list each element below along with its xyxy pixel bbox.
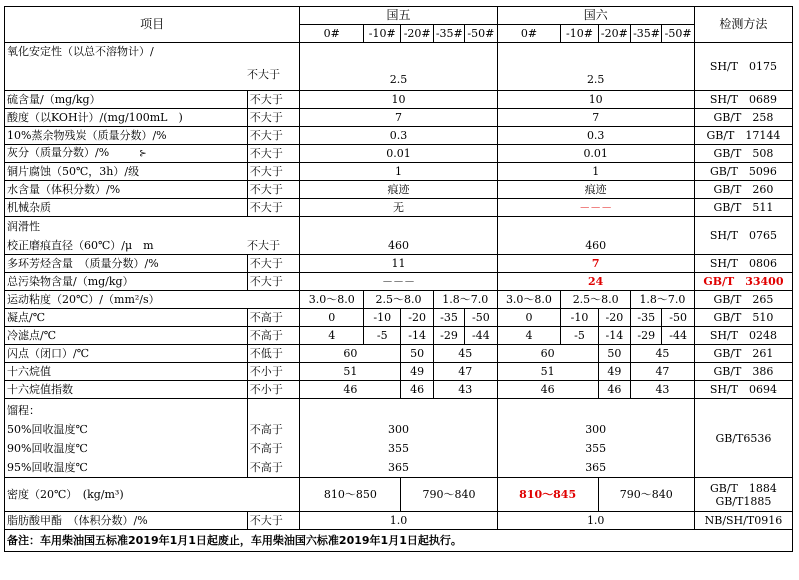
method: GB/T 511 xyxy=(694,199,792,217)
value-guo5: 46 xyxy=(401,381,433,399)
row-limit: 不大于 xyxy=(247,91,300,109)
value-guo6: 460 xyxy=(497,217,694,255)
row-limit: 不高于 xyxy=(247,309,300,327)
method: GB/T 5096 xyxy=(694,163,792,181)
value-guo5: 4 xyxy=(300,327,364,345)
method: GB/T 17144 xyxy=(694,127,792,145)
value-guo6: -14 xyxy=(598,327,630,345)
row-name-carbon-residue: 10%蒸余物残炭（质量分数）/% xyxy=(5,127,248,145)
value-guo6: 49 xyxy=(598,363,630,381)
value-guo5: -44 xyxy=(465,327,497,345)
row-oxidation xyxy=(5,43,300,91)
value-guo5: -5 xyxy=(364,327,401,345)
row-name-fame: 脂肪酸甲酯 （体积分数）/% xyxy=(5,512,248,530)
values-guo5 xyxy=(300,399,497,478)
row-name: 50%回收温度℃ xyxy=(7,423,88,436)
value-guo6: 3.0～8.0 xyxy=(497,291,561,309)
value-guo5: -10 xyxy=(364,309,401,327)
row-name-lubricity: 校正磨痕直径（60℃）/μ m xyxy=(7,238,154,252)
value-guo6: 1.8～7.0 xyxy=(631,291,695,309)
value-guo6: 7 xyxy=(497,255,694,273)
row-limit: 不大于 xyxy=(247,238,280,252)
value-guo6: 1.0 xyxy=(497,512,694,530)
value-guo5: 47 xyxy=(433,363,497,381)
value-guo5: 7 xyxy=(300,109,497,127)
header-item: 项目 xyxy=(5,7,300,43)
value-guo5: 0 xyxy=(300,309,364,327)
value-guo5: 460 xyxy=(300,217,497,255)
row-limit: 不高于 xyxy=(247,327,300,345)
row-limit: 不小于 xyxy=(247,363,300,381)
row-ash xyxy=(5,145,248,163)
value-guo6: 47 xyxy=(631,363,695,381)
row-name-density: 密度（20℃） (kg/m³) xyxy=(5,478,300,512)
value-guo6: -50 xyxy=(662,309,694,327)
value-guo5: 365 xyxy=(387,461,409,474)
value-guo5: 45 xyxy=(433,345,497,363)
method: GB/T 33400 xyxy=(694,273,792,291)
row-name-copper: 铜片腐蚀（50℃，3h）/级 xyxy=(5,163,248,181)
row-name: 90%回收温度℃ xyxy=(7,442,88,455)
row-limit: 不大于 xyxy=(247,273,300,291)
value-guo6: 46 xyxy=(497,381,598,399)
value-guo5: 810～850 xyxy=(300,478,401,512)
row-limit: 不高于 xyxy=(249,423,283,436)
grade-label: -35# xyxy=(433,25,464,43)
row-name-viscosity: 运动粘度（20℃）/（mm²/s） xyxy=(5,291,300,309)
grade-label: 0# xyxy=(300,25,364,43)
grade-label: -50# xyxy=(662,25,694,43)
row-name-cetane-index: 十六烷值指数 xyxy=(5,381,248,399)
row-limits xyxy=(247,399,300,478)
value-guo6: 43 xyxy=(631,381,695,399)
row-name: 95%回收温度℃ xyxy=(7,461,88,474)
value-guo5: 50 xyxy=(401,345,433,363)
value-guo5: 1.8～7.0 xyxy=(433,291,497,309)
row-limit: 不大于 xyxy=(247,181,300,199)
grade-label: -20# xyxy=(598,25,630,43)
value-guo6: 10 xyxy=(497,91,694,109)
header-method: 检测方法 xyxy=(694,7,792,43)
method: GB/T 508 xyxy=(694,145,792,163)
value-guo6: 51 xyxy=(497,363,598,381)
value-guo5: 300 xyxy=(387,423,409,436)
row-limit: 不大于 xyxy=(247,127,300,145)
value-guo6: -20 xyxy=(598,309,630,327)
row-name: 氧化安定性（以总不溶物计）/ xyxy=(7,45,154,58)
grade-label: -10# xyxy=(561,25,598,43)
value-guo6: 1 xyxy=(497,163,694,181)
values-guo6 xyxy=(497,399,694,478)
value-guo5: 1.0 xyxy=(300,512,497,530)
row-name-contaminants: 总污染物含量/（mg/kg） xyxy=(5,273,248,291)
method: NB/SH/T0916 xyxy=(694,512,792,530)
value-guo6: 2.5～8.0 xyxy=(561,291,631,309)
method: GB/T 1884 xyxy=(709,481,777,495)
method: GB/T 386 xyxy=(694,363,792,381)
method: SH/T 0806 xyxy=(694,255,792,273)
value-guo6: 810～845 xyxy=(497,478,598,512)
method: GB/T 260 xyxy=(694,181,792,199)
value-guo5: 49 xyxy=(401,363,433,381)
method: GB/T1885 xyxy=(715,494,772,508)
value-guo6: -29 xyxy=(631,327,662,345)
value-guo6: 2.5 xyxy=(497,43,694,91)
method: SH/T 0175 xyxy=(694,43,792,91)
value-guo6: 45 xyxy=(631,345,695,363)
method: GB/T 261 xyxy=(694,345,792,363)
value-guo6: 0 xyxy=(497,309,561,327)
value-guo6: 50 xyxy=(598,345,630,363)
value-guo6: 4 xyxy=(497,327,561,345)
method: SH/T 0689 xyxy=(694,91,792,109)
row-name-cfpp: 冷滤点/℃ xyxy=(5,327,248,345)
value-guo5: 3.0～8.0 xyxy=(300,291,364,309)
value-guo5: 60 xyxy=(300,345,401,363)
value-guo5: 46 xyxy=(300,381,401,399)
row-name-lubricity-title: 润滑性 xyxy=(7,219,40,233)
cursor-icon: ⊱ xyxy=(139,149,147,159)
row-limit: 不大于 xyxy=(247,199,300,217)
value-guo5: -35 xyxy=(433,309,464,327)
value-guo6: 365 xyxy=(585,461,607,474)
row-name-pah: 多环芳烃含量 （质量分数）/% xyxy=(5,255,248,273)
row-name-sulfur: 硫含量/（mg/kg） xyxy=(5,91,248,109)
value-guo6: 0.3 xyxy=(497,127,694,145)
row-lubricity xyxy=(5,217,300,255)
value-guo6: 300 xyxy=(585,423,607,436)
grade-label: -20# xyxy=(401,25,433,43)
diesel-standard-table xyxy=(4,6,793,552)
header-guo6: 国六 xyxy=(497,7,694,25)
method-density xyxy=(694,478,792,512)
grade-label: 0# xyxy=(497,25,561,43)
row-distillation xyxy=(5,399,248,478)
header-guo5: 国五 xyxy=(300,7,497,25)
value-guo5: -50 xyxy=(465,309,497,327)
row-name-water: 水含量（体积分数）/% xyxy=(5,181,248,199)
value-guo5: 1 xyxy=(300,163,497,181)
value-guo5: 51 xyxy=(300,363,401,381)
grade-label: -50# xyxy=(465,25,497,43)
value-guo6: 0.01 xyxy=(497,145,694,163)
value-guo6: 60 xyxy=(497,345,598,363)
method: SH/T 0248 xyxy=(694,327,792,345)
value-guo6: 46 xyxy=(598,381,630,399)
value-guo6: -35 xyxy=(631,309,662,327)
value-guo5: 43 xyxy=(433,381,497,399)
value-guo6: 7 xyxy=(497,109,694,127)
row-limit: 不大于 xyxy=(247,68,280,81)
value-guo5: 2.5～8.0 xyxy=(364,291,434,309)
value-guo5: 11 xyxy=(300,255,497,273)
value-guo6: －－－ xyxy=(497,199,694,217)
row-name-acidity: 酸度（以KOH计）/(mg/100mL ) xyxy=(5,109,248,127)
value-guo5: -20 xyxy=(401,309,433,327)
method: SH/T 0765 xyxy=(694,217,792,255)
value-guo5: 0.3 xyxy=(300,127,497,145)
row-limit: 不大于 xyxy=(247,109,300,127)
value-guo5: -29 xyxy=(433,327,464,345)
value-guo6: 24 xyxy=(497,273,694,291)
row-limit: 不大于 xyxy=(247,255,300,273)
row-limit: 不高于 xyxy=(249,461,283,474)
value-guo6: -5 xyxy=(561,327,598,345)
value-guo5: －－－ xyxy=(300,273,497,291)
row-limit: 不高于 xyxy=(249,442,283,455)
grade-label: -35# xyxy=(631,25,662,43)
row-name-freezing: 凝点/℃ xyxy=(5,309,248,327)
value-guo6: -10 xyxy=(561,309,598,327)
method: SH/T 0694 xyxy=(694,381,792,399)
row-limit: 不大于 xyxy=(247,512,300,530)
value-guo5: 790～840 xyxy=(401,478,497,512)
footnote: 备注：车用柴油国五标准2019年1月1日起废止，车用柴油国六标准2019年1月1日起执行。 xyxy=(5,530,793,552)
value-guo5: 无 xyxy=(300,199,497,217)
row-name-distillation: 馏程： xyxy=(7,404,40,417)
row-limit: 不低于 xyxy=(247,345,300,363)
value-guo5: -14 xyxy=(401,327,433,345)
row-name-ash: 灰分（质量分数）/% xyxy=(7,146,110,159)
row-limit: 不大于 xyxy=(247,163,300,181)
row-limit: 不小于 xyxy=(247,381,300,399)
value-guo6: 790～840 xyxy=(598,478,694,512)
method: GB/T6536 xyxy=(694,399,792,478)
row-name-cetane-number: 十六烷值 xyxy=(5,363,248,381)
method: GB/T 510 xyxy=(694,309,792,327)
value-guo5: 痕迹 xyxy=(300,181,497,199)
value-guo5: 0.01 xyxy=(300,145,497,163)
value-guo6: -44 xyxy=(662,327,694,345)
row-limit: 不大于 xyxy=(247,145,300,163)
value-guo5: 2.5 xyxy=(300,43,497,91)
row-name-impurities: 机械杂质 xyxy=(5,199,248,217)
value-guo6: 355 xyxy=(585,442,607,455)
value-guo5: 355 xyxy=(387,442,409,455)
row-name-flash: 闪点（闭口）/℃ xyxy=(5,345,248,363)
value-guo6: 痕迹 xyxy=(497,181,694,199)
value-guo5: 10 xyxy=(300,91,497,109)
method: GB/T 258 xyxy=(694,109,792,127)
method: GB/T 265 xyxy=(694,291,792,309)
grade-label: -10# xyxy=(364,25,401,43)
